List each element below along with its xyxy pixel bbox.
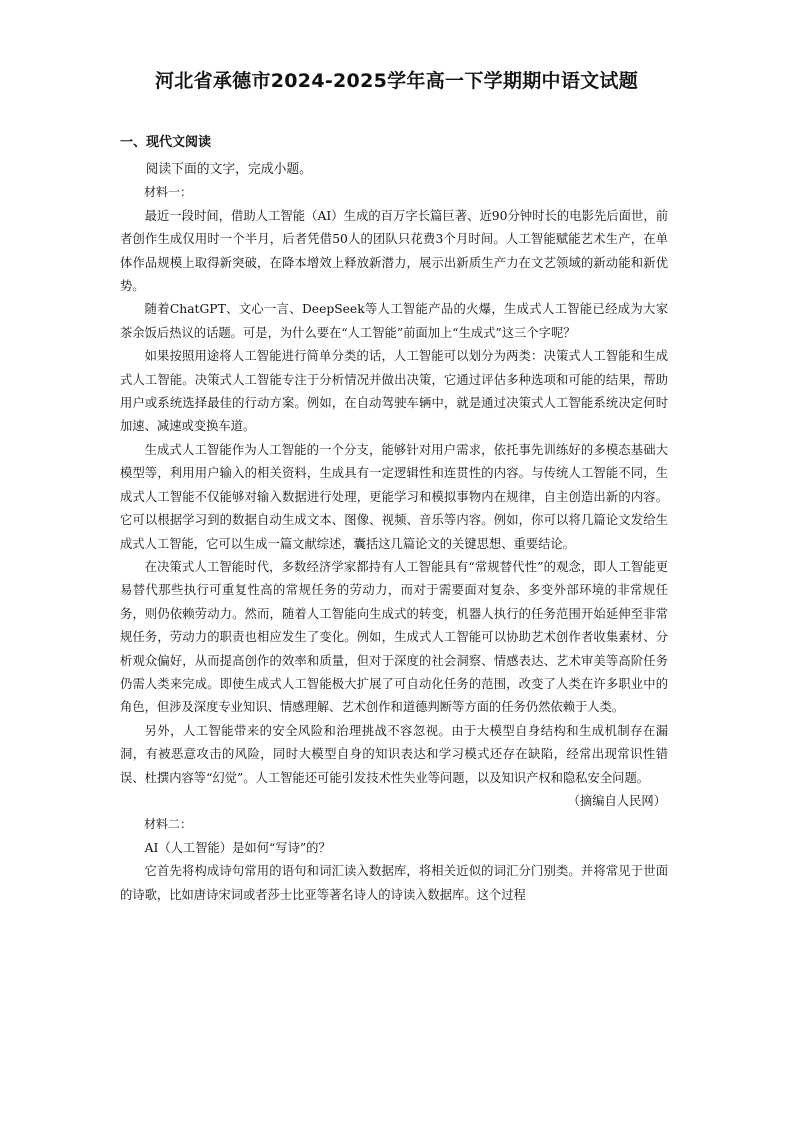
paragraph: 另外，人工智能带来的安全风险和治理挑战不容忽视。由于大模型自身结构和生成机制存在漏洞，有被恶意攻击的风险，同时大模型自身的知识表达和学习模式还存在缺陷，经常出现常识性错误、杜撰内容等“幻觉”。人工智能还可能引发技术性失业等问题，以及知识产权和隐私安全问题。: [120, 723, 668, 785]
paragraph: 最近一段时间，借助人工智能（AI）生成的百万字长篇巨著、近90分钟时长的电影先后面世，前者创作生成仅用时一个半月，后者凭借50人的团队只花费3个月时间。人工智能赋能艺术生产，在单体作品规模上取得新突破，在降本增效上释放新潜力，展示出新质生产力在文艺领域的新动能和新优势。: [120, 208, 668, 294]
section-heading: 一、现代文阅读: [120, 135, 212, 150]
source-citation: （摘编自人民网）: [567, 793, 666, 808]
paragraph: AI（人工智能）是如何“写诗”的？: [144, 840, 331, 855]
paragraph: 在决策式人工智能时代，多数经济学家都持有人工智能具有“常规替代性”的观念，即人工智能更易替代那些执行可重复性高的常规任务的劳动力，而对于需要面对复杂、多变外部环境的非常规任务，则仍依赖劳动力。然而，随着人工智能向生成式的转变，机器人执行的任务范围开始延伸至非常规任务，劳动力的职责也相应发生了变化。例如，生成式人工智能可以协助艺术创作者收集素材、分析观众偏好，从而提高创作的效率和质量，但对于深度的社会洞察、情感表达、艺术审美等高阶任务仍需人类来完成。即使生成式人工智能极大扩展了可自动化任务的范围，改变了人类在许多职业中的角色，但涉及深度专业知识、情感理解、艺术创作和道德判断等方面的任务仍然依赖于人类。: [120, 559, 668, 715]
paragraph: 生成式人工智能作为人工智能的一个分支，能够针对用户需求，依托事先训练好的多模态基础大模型等，利用用户输入的相关资料，生成具有一定逻辑性和连贯性的内容。与传统人工智能不同，生成式人工智能不仅能够对输入数据进行处理，更能学习和模拟事物内在规律，自主创造出新的内容。它可以根据学习到的数据自动生成文本、图像、视频、音乐等内容。例如，你可以将几篇论文发给生成式人工智能，它可以生成一篇文献综述，囊括这几篇论文的关键思想、重要结论。: [120, 442, 668, 551]
paragraph: 随着ChatGPT、文心一言、DeepSeek等人工智能产品的火爆，生成式人工智能已经成为大家茶余饭后热议的话题。可是，为什么要在“人工智能”前面加上“生成式”这三个字呢？: [120, 302, 668, 340]
paragraph: 它首先将构成诗句常用的语句和词汇读入数据库，将相关近似的词汇分门别类。并将常见于世面的诗歌，比如唐诗宋词或者莎士比亚等著名诗人的诗读入数据库。这个过程: [120, 864, 668, 902]
material-1-label: 材料一：: [144, 185, 193, 200]
material-2-label: 材料二：: [144, 817, 193, 832]
instruction-text: 阅读下面的文字，完成小题。: [145, 162, 312, 177]
page-title: 河北省承德市2024-2025学年高一下学期期中语文试题: [154, 70, 639, 92]
paragraph: 如果按照用途将人工智能进行简单分类的话，人工智能可以划分为两类：决策式人工智能和生成式人工智能。决策式人工智能专注于分析情况并做出决策，它通过评估多种选项和可能的结果，帮助用户或系统选择最佳的行动方案。例如，在自动驾驶车辆中，就是通过决策式人工智能系统决定何时加速、减速或变换车道。: [120, 349, 668, 434]
reading-passage: [120, 158, 668, 907]
